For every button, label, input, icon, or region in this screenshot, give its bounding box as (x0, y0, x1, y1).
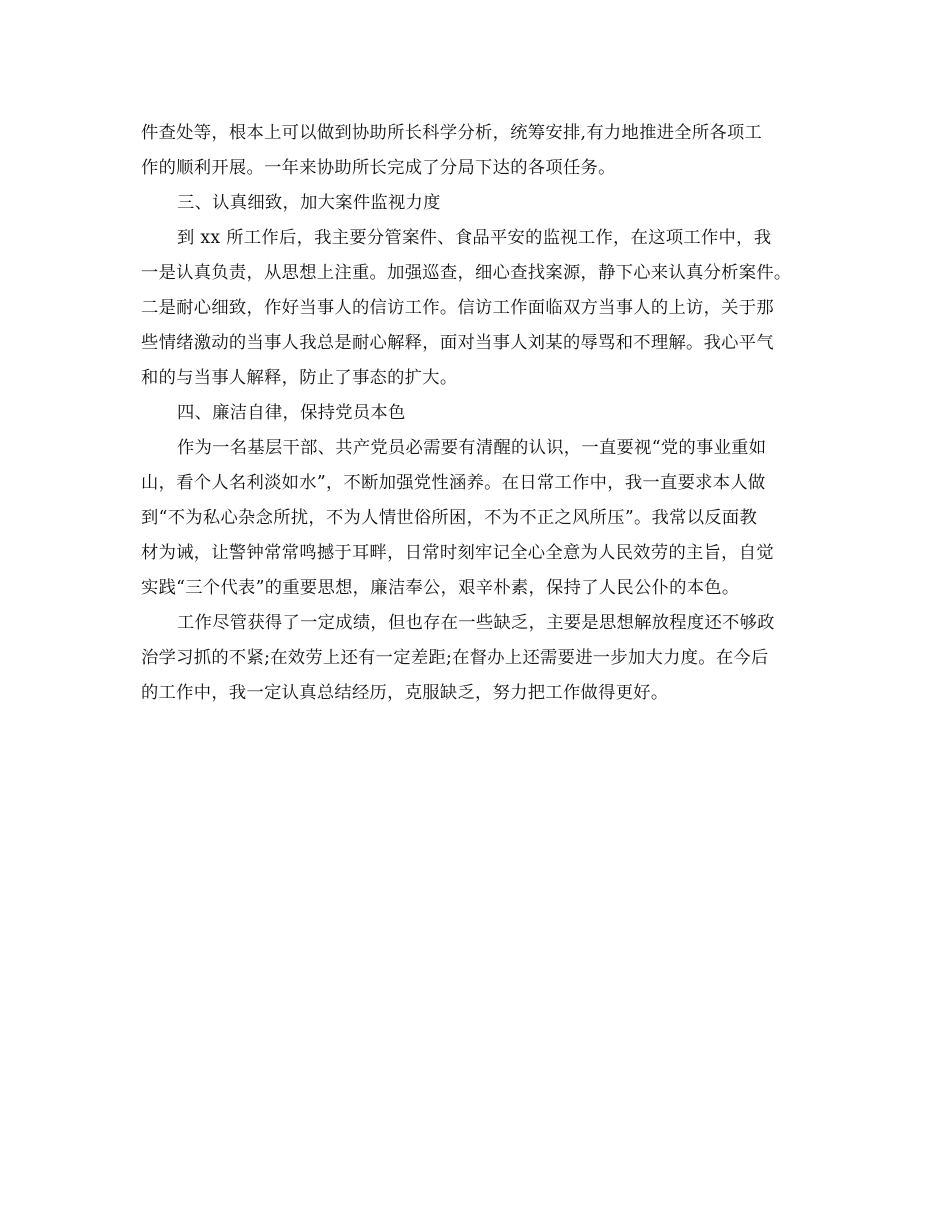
text-line: 和的与当事人解释，防止了事态的扩大。 (141, 368, 458, 388)
text-line: 作的顺利开展。一年来协助所长完成了分局下达的各项任务。 (141, 158, 616, 178)
text-line: 治学习抓的不紧;在效劳上还有一定差距;在督办上还需要进一步加大力度。在今后 (141, 648, 769, 668)
text-line: 山，看个人名利淡如水”，不断加强党性涵养。在日常工作中，我一直要求本人做 (141, 473, 766, 493)
text-line: 一是认真负责，从思想上注重。加强巡查，细心查找案源，静下心来认真分析案件。 (141, 263, 792, 283)
text-line: 件查处等，根本上可以做到协助所长科学分析，统筹安排,有力地推进全所各项工 (141, 123, 763, 143)
text-line: 作为一名基层干部、共产党员必需要有清醒的认识，一直要视“党的事业重如 (177, 438, 767, 458)
text-line: 些情绪激动的当事人我总是耐心解释，面对当事人刘某的辱骂和不理解。我心平气 (141, 333, 774, 353)
text-line: 二是耐心细致，作好当事人的信访工作。信访工作面临双方当事人的上访，关于那 (141, 298, 774, 318)
document-body (141, 116, 811, 711)
text-line: 工作尽管获得了一定成绩，但也存在一些缺乏，主要是思想解放程度还不够政 (177, 613, 775, 633)
text-line: 的工作中，我一定认真总结经历，克服缺乏，努力把工作做得更好。 (141, 683, 669, 703)
text-line: 三、认真细致，加大案件监视力度 (177, 193, 441, 213)
text-line: 四、廉洁自律，保持党员本色 (177, 403, 406, 423)
text-line: 到“不为私心杂念所扰，不为人情世俗所困，不为不正之风所压”。我常以反面教 (141, 508, 758, 528)
text-line: 实践“三个代表”的重要思想，廉洁奉公，艰辛朴素，保持了人民公仆的本色。 (141, 578, 740, 598)
text-line: 到 xx 所工作后，我主要分管案件、食品平安的监视工作，在这项工作中，我 (177, 228, 772, 248)
text-line: 材为诫，让警钟常常鸣撼于耳畔，日常时刻牢记全心全意为人民效劳的主旨，自觉 (141, 543, 774, 563)
